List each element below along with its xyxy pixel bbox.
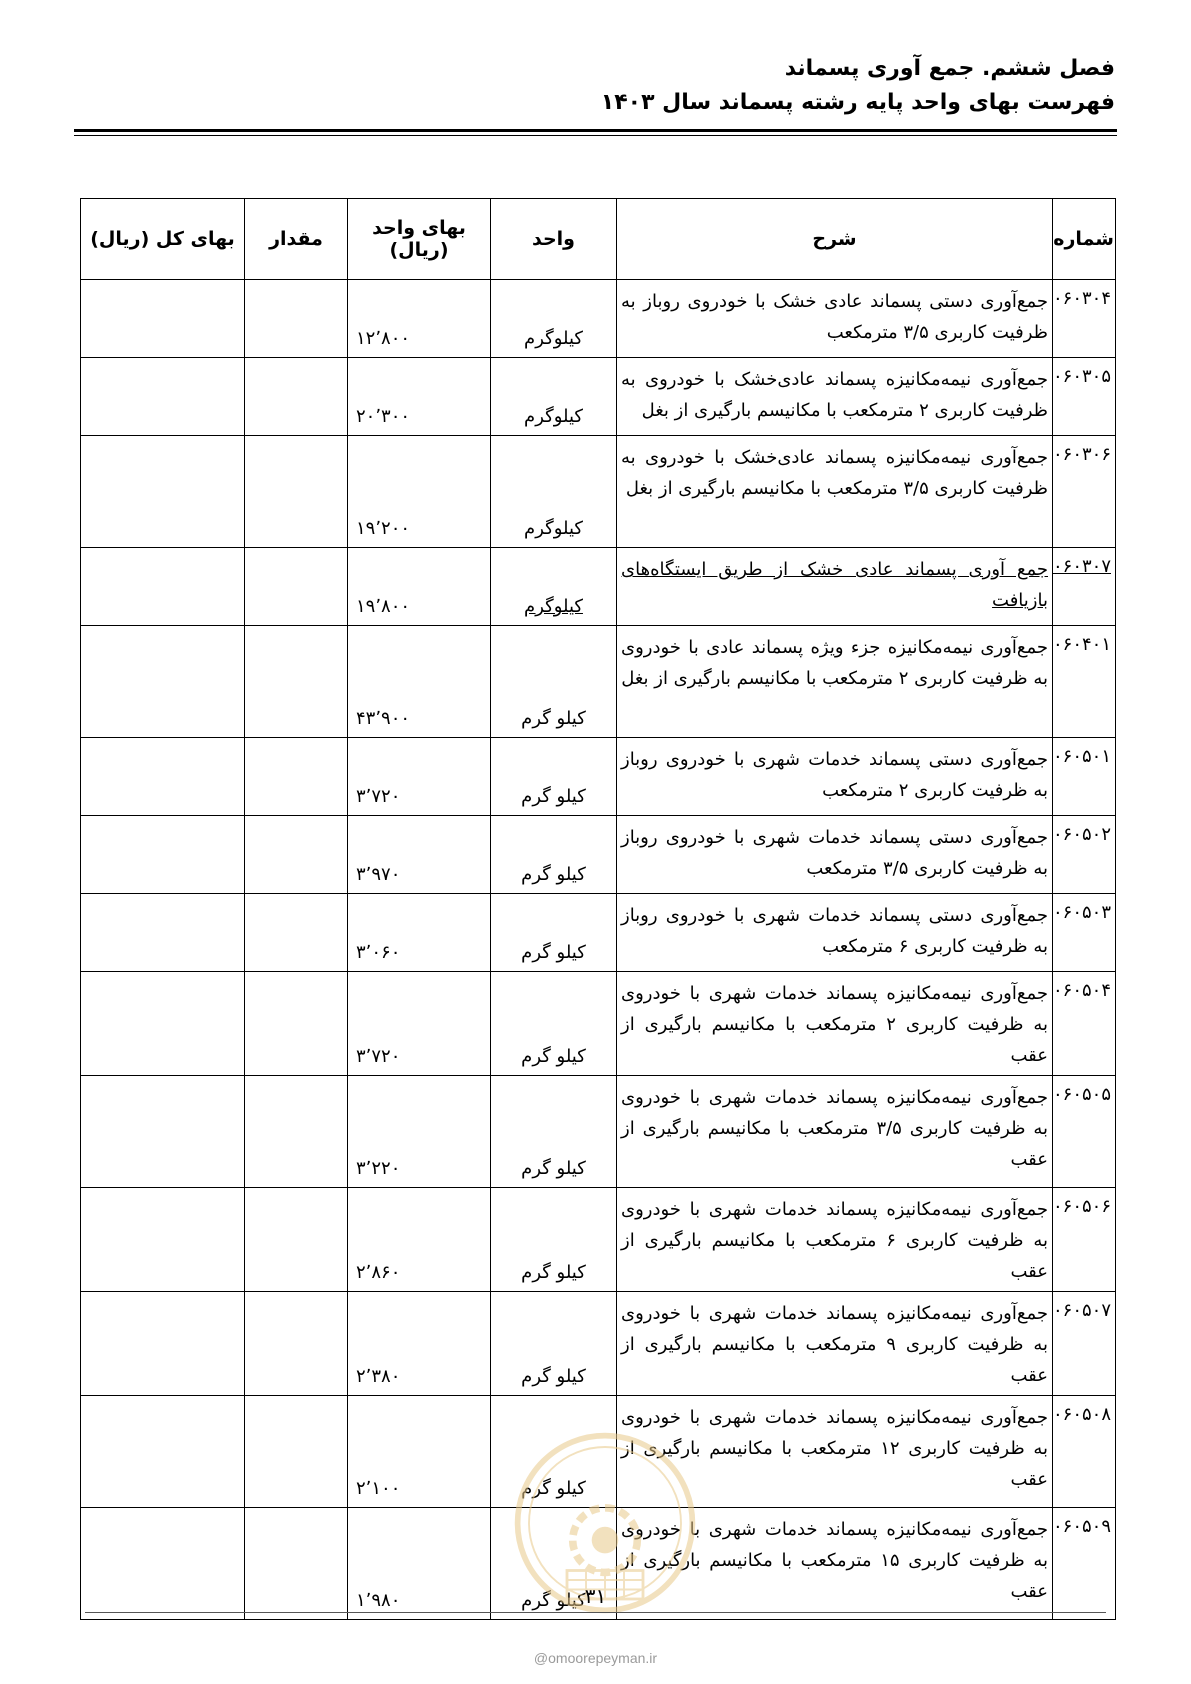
col-unit-header: واحد: [491, 199, 617, 280]
item-unit: کیلوگرم: [491, 358, 617, 436]
item-quantity: [245, 626, 348, 738]
item-unit: کیلو گرم: [491, 1076, 617, 1188]
unit-price-label: بهای واحد: [372, 217, 466, 239]
item-unit-price: ۳٬۹۷۰: [348, 816, 491, 894]
item-number: ۰۶۰۳۰۴: [1053, 280, 1116, 358]
item-description: جمع‌آوری نیمه‌مکانیزه پسماند خدمات شهری با خودروی به ظرفیت کاربری ۹ مترمکعب با مکانیسم بارگیری از عقب: [617, 1292, 1053, 1396]
table-row: [81, 1292, 1116, 1396]
item-unit-price: ۱٬۹۸۰: [348, 1508, 491, 1620]
item-quantity: [245, 436, 348, 548]
item-quantity: [245, 1076, 348, 1188]
price-table: [80, 198, 1116, 1620]
item-number: ۰۶۰۵۰۶: [1053, 1188, 1116, 1292]
item-unit: کیلو گرم: [491, 1508, 617, 1620]
item-unit: کیلو گرم: [491, 894, 617, 972]
item-total: [81, 1292, 245, 1396]
item-description: جمع‌آوری نیمه‌مکانیزه پسماند خدمات شهری با خودروی به ظرفیت کاربری ۳/۵ مترمکعب با مکانیسم بارگیری از عقب: [617, 1076, 1053, 1188]
item-quantity: [245, 972, 348, 1076]
item-quantity: [245, 358, 348, 436]
item-total: [81, 1188, 245, 1292]
table-row: [81, 738, 1116, 816]
item-description: جمع‌آوری نیمه‌مکانیزه پسماند عادی‌خشک با خودروی به ظرفیت کاربری ۲ مترمکعب با مکانیسم بارگیری از بغل: [617, 358, 1053, 436]
col-description-header: شرح: [617, 199, 1053, 280]
item-unit: کیلوگرم: [491, 548, 617, 626]
item-number: ۰۶۰۵۰۷: [1053, 1292, 1116, 1396]
item-unit-price: ۲٬۱۰۰: [348, 1396, 491, 1508]
item-unit: کیلو گرم: [491, 816, 617, 894]
item-unit-price: ۲۰٬۳۰۰: [348, 358, 491, 436]
item-unit-price: ۳٬۲۲۰: [348, 1076, 491, 1188]
item-unit-price: ۲٬۸۶۰: [348, 1188, 491, 1292]
unit-price-sublabel: (ریال): [389, 239, 449, 261]
item-unit: کیلوگرم: [491, 436, 617, 548]
item-unit: کیلو گرم: [491, 626, 617, 738]
item-unit: کیلو گرم: [491, 1396, 617, 1508]
table-row: [81, 436, 1116, 548]
item-total: [81, 358, 245, 436]
table-header-row: [81, 199, 1116, 280]
col-quantity-header: مقدار: [245, 199, 348, 280]
col-total-header: بهای کل (ریال): [81, 199, 245, 280]
item-description: جمع‌آوری نیمه‌مکانیزه پسماند خدمات شهری با خودروی به ظرفیت کاربری ۱۵ مترمکعب با مکانیسم بارگیری از عقب: [617, 1508, 1053, 1620]
item-total: [81, 972, 245, 1076]
item-description: جمع‌آوری دستی پسماند خدمات شهری با خودروی روباز به ظرفیت کاربری ۲ مترمکعب: [617, 738, 1053, 816]
item-description: جمع‌آوری دستی پسماند خدمات شهری با خودروی روباز به ظرفیت کاربری ۶ مترمکعب: [617, 894, 1053, 972]
item-unit-price: ۱۲٬۸۰۰: [348, 280, 491, 358]
item-unit-price: ۳٬۷۲۰: [348, 972, 491, 1076]
table-row: [81, 972, 1116, 1076]
item-number: ۰۶۰۵۰۳: [1053, 894, 1116, 972]
item-unit-price: ۴۳٬۹۰۰: [348, 626, 491, 738]
page-header: [601, 52, 1115, 120]
item-number: ۰۶۰۵۰۱: [1053, 738, 1116, 816]
col-unit-price-header: [348, 199, 491, 280]
item-number: ۰۶۰۳۰۵: [1053, 358, 1116, 436]
item-quantity: [245, 1292, 348, 1396]
item-unit: کیلو گرم: [491, 1292, 617, 1396]
item-unit: کیلو گرم: [491, 1188, 617, 1292]
table-row: [81, 626, 1116, 738]
site-watermark: @omoorepeyman.ir: [533, 1650, 658, 1666]
item-total: [81, 548, 245, 626]
item-description: جمع‌آوری نیمه‌مکانیزه پسماند خدمات شهری با خودروی به ظرفیت کاربری ۶ مترمکعب با مکانیسم بارگیری از عقب: [617, 1188, 1053, 1292]
item-number: ۰۶۰۵۰۹: [1053, 1508, 1116, 1620]
item-number: ۰۶۰۵۰۵: [1053, 1076, 1116, 1188]
chapter-title: فصل ششم. جمع آوری پسماند: [784, 56, 1115, 81]
item-quantity: [245, 738, 348, 816]
item-unit-price: ۳٬۷۲۰: [348, 738, 491, 816]
table-row: [81, 280, 1116, 358]
table-row: [81, 1076, 1116, 1188]
item-description: جمع‌آوری نیمه‌مکانیزه پسماند خدمات شهری با خودروی به ظرفیت کاربری ۱۲ مترمکعب با مکانیسم بارگیری از عقب: [617, 1396, 1053, 1508]
item-description: جمع‌آوری دستی پسماند خدمات شهری با خودروی روباز به ظرفیت کاربری ۳/۵ مترمکعب: [617, 816, 1053, 894]
item-unit: کیلوگرم: [491, 280, 617, 358]
item-quantity: [245, 1188, 348, 1292]
table-row: [81, 816, 1116, 894]
item-unit: کیلو گرم: [491, 972, 617, 1076]
item-unit: کیلو گرم: [491, 738, 617, 816]
item-description: جمع‌آوری نیمه‌مکانیزه پسماند خدمات شهری با خودروی به ظرفیت کاربری ۲ مترمکعب با مکانیسم بارگیری از عقب: [617, 972, 1053, 1076]
item-quantity: [245, 280, 348, 358]
item-total: [81, 626, 245, 738]
item-quantity: [245, 548, 348, 626]
item-total: [81, 436, 245, 548]
item-unit-price: ۳٬۰۶۰: [348, 894, 491, 972]
item-quantity: [245, 1396, 348, 1508]
header-rule-thin: [74, 135, 1117, 136]
item-quantity: [245, 816, 348, 894]
item-number: ۰۶۰۳۰۷: [1053, 548, 1116, 626]
item-total: [81, 1076, 245, 1188]
item-description: جمع‌آوری نیمه‌مکانیزه جزء ویژه پسماند عادی با خودروی به ظرفیت کاربری ۲ مترمکعب با مکانیسم بارگیری از بغل: [617, 626, 1053, 738]
table-row: [81, 894, 1116, 972]
page-number: ۳۱: [584, 1584, 607, 1608]
item-description: جمع‌آوری نیمه‌مکانیزه پسماند عادی‌خشک با خودروی به ظرفیت کاربری ۳/۵ مترمکعب با مکانیسم بارگیری از بغل: [617, 436, 1053, 548]
item-unit-price: ۱۹٬۲۰۰: [348, 436, 491, 548]
item-unit-price: ۲٬۳۸۰: [348, 1292, 491, 1396]
item-number: ۰۶۰۴۰۱: [1053, 626, 1116, 738]
item-number: ۰۶۰۵۰۴: [1053, 972, 1116, 1076]
table-row: [81, 548, 1116, 626]
item-number: ۰۶۰۳۰۶: [1053, 436, 1116, 548]
header-rule-thick: [74, 129, 1117, 132]
footer-rule: [85, 1612, 1106, 1613]
list-title: فهرست بهای واحد پایه رشته پسماند سال ۱۴۰۳: [600, 90, 1115, 115]
item-total: [81, 738, 245, 816]
item-unit-price: ۱۹٬۸۰۰: [348, 548, 491, 626]
item-number: ۰۶۰۵۰۲: [1053, 816, 1116, 894]
col-number-header: شماره: [1053, 199, 1116, 280]
item-total: [81, 1396, 245, 1508]
item-total: [81, 816, 245, 894]
item-description: جمع آوری پسماند عادی خشک از طریق ایستگاه‌های بازیافت: [617, 548, 1053, 626]
table-row: [81, 358, 1116, 436]
item-total: [81, 894, 245, 972]
item-description: جمع‌آوری دستی پسماند عادی خشک با خودروی روباز به ظرفیت کاربری ۳/۵ مترمکعب: [617, 280, 1053, 358]
item-quantity: [245, 894, 348, 972]
item-number: ۰۶۰۵۰۸: [1053, 1396, 1116, 1508]
item-total: [81, 280, 245, 358]
table-row: [81, 1188, 1116, 1292]
